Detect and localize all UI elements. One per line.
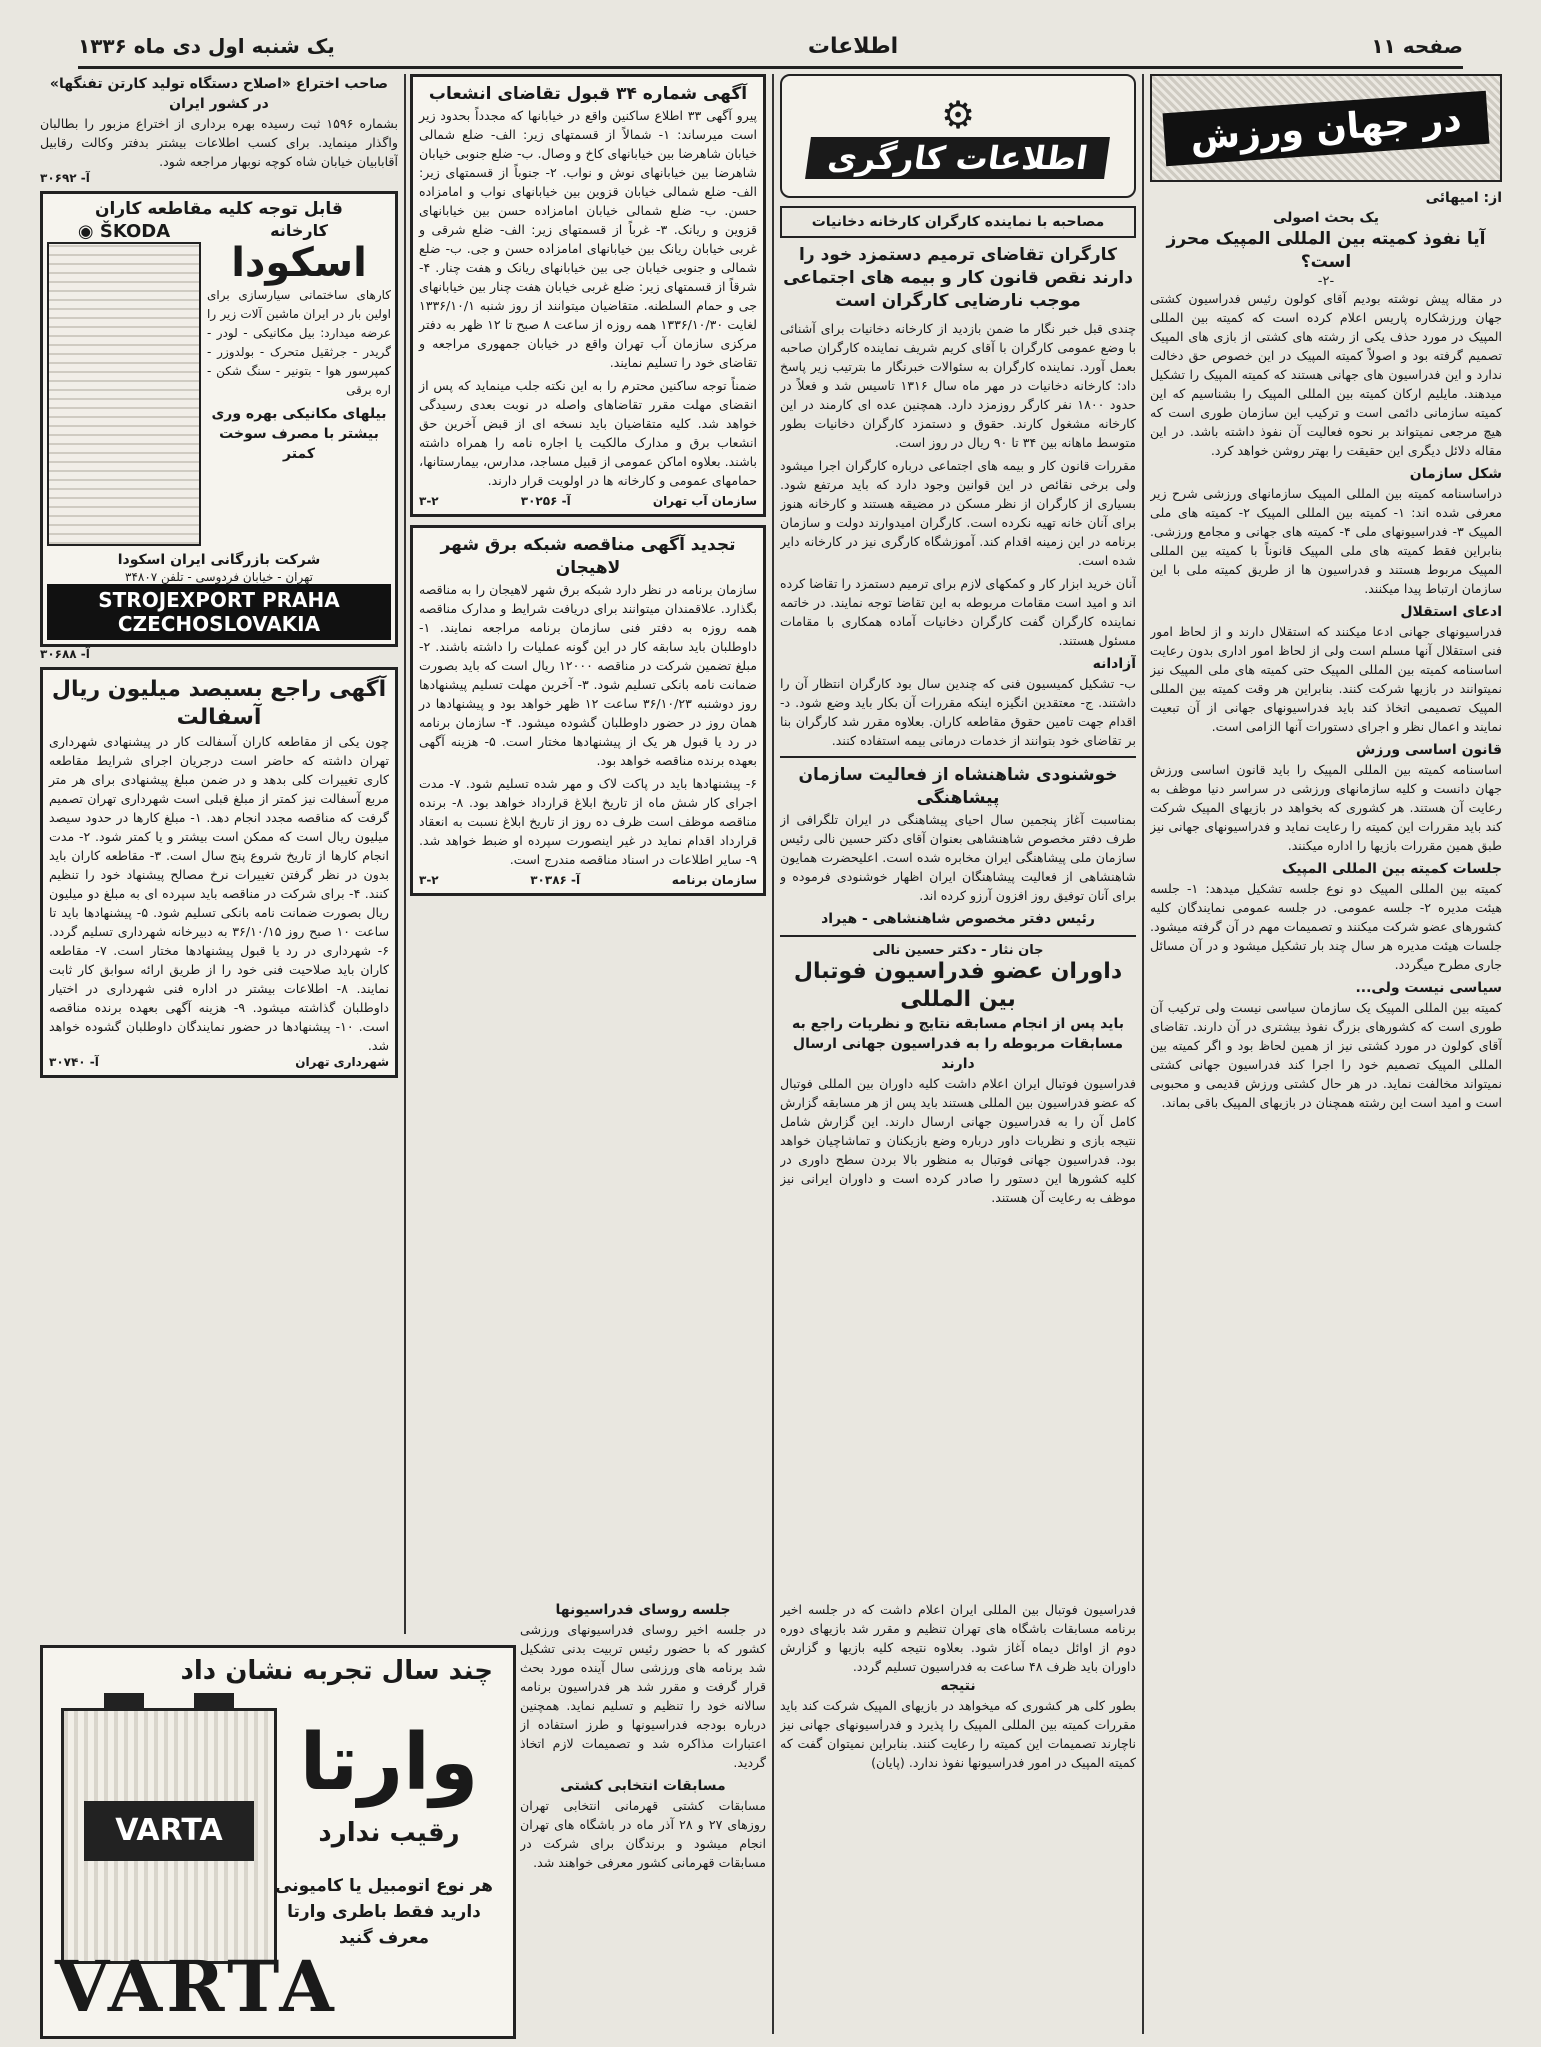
skoda-text — [207, 221, 391, 546]
tender-paragraph: ۶- پیشنهادها باید در پاکت لاک و مهر شده تسلیم شود. ۷- مدت اجرای کار شش ماه از تاریخ ابلاغ قرارداد خواهد بود. ۸- برنده مناقصه موظف است ظرف ده روز از تاریخ ابلاغ نسبت به انعقاد قرارداد اقدام نماید در غیر اینصورت سپرده او ضبط خواهد شد. ۹- سایر اطلاعات در اسناد مناقصه مندرج است. — [419, 776, 757, 867]
lahijan-tender-ad — [410, 525, 766, 896]
divider — [780, 935, 1136, 937]
sports-subhead: شکل سازمان — [1409, 466, 1502, 482]
water-ad-paragraph: ضمناً توجه ساکنین محترم را به این نکته جلب مینماید که پس از انقضای مهلت مقرر تقاضاهای واصله در نوبت بعدی رسیدگی خواهد شد. کلیه متقاضیان باید نسخه ای از قبض آخرین حق انشعاب برق و مدارک مالکیت یا اجاره نامه را همراه داشته باشند. بعلاوه اماکن عمومی از قبیل مساجد، مدارس، بیمارستانها، حمامهای عمومی و کارخانه ها در اولویت قرار دارند. — [419, 378, 757, 488]
patent-ad — [40, 74, 398, 185]
tender-paragraph: سازمان برنامه در نظر دارد شبکه برق شهر لاهیجان را به مناقصه بگذارد. علاقمندان میتوانند برای دریافت شرایط و مدارک مناقصه همه روزه به دفتر فنی سازمان برنامه مراجعه نمایند. ۱- داوطلبان باید سابقه کار در این گونه عملیات را داشته باشند. ۲- مبلغ تضمین شرکت در مناقصه ۱۲۰۰۰ ریال است که باید بصورت ضمانت نامه بانکی تسلیم شود. ۳- آخرین مهلت تسلیم پیشنهادها روز دوشنبه ۳۶/۱۰/۲۳ ساعت ۱۲ ظهر خواهد بود و پیشنهادها در همان روز در حضور داوطلبان گشوده میشود. ۴- سازمان برنامه در رد یا قبول هر یک از پیشنهادها مختار است. ۵- هزینه آگهی بعهده برنده مناقصه خواهد بود. — [419, 582, 758, 768]
skoda-ad — [40, 191, 398, 647]
shah-article — [780, 810, 1136, 905]
sports-banner-title: در جهان ورزش — [1163, 90, 1490, 165]
sports-paragraph: کمیته بین المللی المپیک یک سازمان سیاسی نیست ولی ترکیب آن طوری است که کشورهای بزرگ نفوذ بیشتری در آن دارند. تقاضای آقای کولون در مورد کشتی نیز از همین لحاظ بود و اگر کمیته بین المللی المپیک تصمیم خود را اجرا کند فدراسیون جهانی کشتی نمیتواند مخالفت نماید. در هر حال کشتی ورزش قدیمی و محبوبی است و امید است این رشته همچنان در بازیهای المپیک باقی بماند. — [1150, 1000, 1502, 1110]
varta-description: هر نوع اتومبیل یا کامیونی دارید فقط باطری وارتا معرف گنید — [275, 1876, 493, 1948]
battery-terminal-icon — [104, 1693, 144, 1709]
patent-body: بشماره ۱۵۹۶ ثبت رسیده بهره برداری از اختراع مزبور را بطالبان واگذار مینماید. برای کسب اطلاعات بیشتر بدفتر وکالت رقابیل آقابابیان خیابان شاه کوچه نوبهار مراجعه شود. — [40, 116, 398, 169]
skoda-code: آ- ۳۰۶۸۸ — [40, 647, 90, 661]
sports-subhead: ادعای استقلال — [1400, 604, 1502, 620]
asphalt-org: شهرداری تهران — [295, 1055, 389, 1069]
labor-paragraph: آنان خرید ابزار کار و کمکهای لازم برای ترمیم دستمزد را تقاضا کرده اند و امید است مقامات مربوطه به این تقاضا توجه نمایند. در خاتمه نماینده کارگران گفت کارگران دخانیات آماده همکاری با مقامات مسئول هستند. — [780, 576, 1136, 648]
skoda-address: تهران - خیابان فردوسی - تلفن ۳۴۸۰۷ — [125, 570, 313, 584]
sports-subhead: سیاسی نیست ولی... — [1355, 980, 1502, 996]
sports-paragraph: دراساسنامه کمیته بین المللی المپیک سازمانهای ورزشی شرح زیر معرفی شده اند: ۱- کمیته بین المللی المپیک ۲- کمیته های ملی المپیک ۳- فدراسیونهای ملی ۴- کمیته های جهانی و مجامع ورزشی. بنابراین فقط کمیته های ملی المپیک قانوناً با کمیته بین المللی المپیک مربوط هستند و فدراسیون ها از طریق کمیته ملی با این سازمان ارتباط پیدا میکنند. — [1150, 486, 1502, 596]
varta-rival: رقیب ندارد — [318, 1818, 460, 1848]
column-rule — [1142, 74, 1144, 2034]
divider — [780, 756, 1136, 758]
referee-article — [780, 1074, 1136, 1207]
referee-subtitle: باید پس از انجام مسابقه نتایج و نظریات راجع به مسابقات مربوطه را به فدراسیون جهانی ارسال دارند — [791, 1016, 1124, 1072]
sports-conclusion — [780, 1600, 1136, 2030]
tender-title: تجدید آگهی مناقصه شبکه برق شهر لاهیجان — [440, 535, 736, 578]
gear-icon: ⚙ — [940, 93, 976, 137]
tender-number: ۳-۲ — [419, 873, 439, 887]
skoda-visual — [47, 221, 201, 546]
conclusion-title: نتیجه — [940, 1678, 976, 1694]
sports-byline: از: امیهائی — [1425, 190, 1502, 206]
asphalt-code: آ- ۳۰۷۴۰ — [49, 1055, 99, 1069]
skoda-footer — [40, 647, 398, 661]
shah-paragraph: بمناسبت آغاز پنجمین سال احیای پیشاهنگی در ایران تلگرافی از طرف دفتر مخصوص شاهنشاهی بعنوان آقای دکتر حسین نالی رئیس سازمان ملی پیشاهنگی ایران مخابره شده است. اعلیحضرت همایون شاهنشاهی از فعالیت پیشاهنگان ایران اظهار خوشنودی فرموده و برای آنان توفیق روز افزون آرزو کرده اند. — [780, 812, 1136, 903]
football-body: فدراسیون فوتبال بین المللی ایران اعلام داشت که در جلسه اخیر برنامه مسابقات باشگاه های تهران تنظیم و مقرر شد بازیهای دوره دوم از اوائل دیماه آغاز شود. بعلاوه نتیجه کلیه بازیها و گزارش داوران باید ظرف ۴۸ ساعت به فدراسیون تسلیم گردد. — [780, 1602, 1136, 1674]
asphalt-ad — [40, 667, 398, 1078]
federation-meeting-body: در جلسه اخیر روسای فدراسیونهای ورزشی کشور که با حضور رئیس تربیت بدنی تشکیل شد برنامه های ورزشی سال آینده مورد بحث قرار گرفت و مقرر شد هر فدراسیون برنامه سالانه خود را تنظیم و تسلیم نماید. همچنین درباره بودجه فدراسیونها و طرز استفاده از اعتبارات مذاکره شد و تصمیمات لازم اتخاذ گردید. — [520, 1622, 766, 1770]
page-header — [78, 26, 1463, 69]
labor-banner — [780, 74, 1136, 198]
skoda-logo-text: ŠKODA — [99, 221, 171, 242]
tender-org: سازمان برنامه — [671, 873, 757, 887]
masthead: اطلاعات — [807, 33, 899, 59]
sports-article — [1150, 289, 1502, 1112]
skoda-quote: بیلهای مکانیکی بهره وری بیشتر با مصرف سوخت کمتر — [211, 406, 387, 462]
water-ad-number: ۳-۲ — [419, 494, 439, 508]
asphalt-title: آگهی راجع بسیصد میلیون ریال آسفالت — [51, 677, 387, 730]
referee-kicker: جان نثار - دکتر حسین نالی — [872, 943, 1044, 958]
sports-paragraph: اساسنامه کمیته بین المللی المپیک را باید قانون اساسی ورزش جهان دانست و کلیه سازمانهای ورزشی در سراسر دنیا موظف به رعایت آن هستند. هر کشوری که بخواهد در بازیهای المپیک شرکت کند باید مقررات این کمیته را رعایت نماید و فدراسیونهای جهانی نیز طبق همین مقررات بازیها را اداره میکنند. — [1150, 762, 1502, 853]
skoda-logo — [47, 221, 201, 242]
asphalt-body: چون یکی از مقاطعه کاران آسفالت کار در پیشنهادی شهرداری تهران داشته که حاضر است درجریان اجرای شرایط مقاطعه کاری تغییرات کلی بدهد و در ضمن مبلغ پیشنهادی برای هر متر مربع آسفالت نیز کمتر از مبلغ قبلی است شهرداری تهران تصمیم گرفت که مناقصه مجدد انجام دهد. ۱- مبلغ کارها در حدود سیصد میلیون ریال است که ممکن است بیشتر و یا کمتر شود. ۲- مدت انجام کارها از تاریخ شروع پنج سال است. ۳- مقاطعه کاران باید بدون در نظر گرفتن تغییرات نرخ مصالح پیشنهاد خود را تنظیم کنند. ۴- برای شرکت در مناقصه باید سپرده ای به مبلغ دو میلیون ریال بصورت ضمانت نامه بانکی تسلیم شود. ۵- پیشنهادها باید تا ساعت ۱۰ صبح روز ۳۶/۱۰/۱۵ به دبیرخانه شهرداری تسلیم گردد. ۶- شهرداری در رد یا قبول پیشنهادها مختار است. ۷- مقاطعه کاران باید صلاحیت فنی خود را از طریق ارائه سوابق کار ثابت نمایند. ۸- اطلاعات بیشتر در اداره فنی شهرداری در اختیار داوطلبان گذاشته میشود. ۹- هزینه آگهی بعهده برنده مناقصه است. ۱۰- پیشنهادها در حضور نمایندگان داوطلبان گشوده خواهد شد. — [49, 734, 390, 1053]
skoda-emblem-icon: ◉ — [77, 221, 94, 242]
skoda-subtitle: کارخانه — [270, 221, 328, 240]
battery-label: VARTA — [84, 1801, 254, 1861]
labor-subhead: آزادانه — [1092, 656, 1136, 672]
labor-paragraph: مقررات قانون کار و بیمه های اجتماعی درباره کارگران اجرا میشود ولی برخی نقائص در این قوانین وجود دارد که باید مرتفع شود. بسیاری از کارگران از نظر مسکن در مضیقه هستند و کارخانه هنوز برای آنان خانه تهیه نکرده است. کارگران امیدوارند دولت و سازمان برنامه در این زمینه اقدام کند. آموزشگاه کارگری نیز در کارخانه دایر شده است. — [780, 458, 1136, 568]
wrestling-body: مسابقات کشتی قهرمانی انتخابی تهران روزهای ۲۷ و ۲۸ آذر ماه در باشگاه های تهران انجام میشود و برندگان برای شرکت در مسابقات قهرمانی کشور معرفی خواهند شد. — [520, 1798, 766, 1870]
skoda-dealer: شرکت بازرگانی ایران اسکودا — [117, 552, 321, 568]
varta-logo: VARTA — [55, 1945, 338, 2028]
tender-code: آ- ۳۰۳۸۶ — [530, 873, 581, 887]
asphalt-footer — [49, 1055, 389, 1069]
battery-illustration — [61, 1708, 277, 1964]
sports-banner — [1150, 74, 1502, 182]
referee-paragraph: فدراسیون فوتبال ایران اعلام داشت کلیه داوران بین المللی فوتبال که عضو فدراسیون بین المللی هستند باید پس از هر مسابقه گزارش کامل آن را به فدراسیون جهانی ارسال دارند. این گزارش شامل نتیجه بازی و نظریات داور درباره وضع بازیکنان و تماشاچیان خواهد بود. فدراسیون جهانی فوتبال به منظور بالا بردن سطح داوری در کلیه کشورها این دستور را صادر کرده است و داوران ایرانی نیز موظف به رعایت آن هستند. — [780, 1076, 1136, 1205]
skoda-brand: اسکودا — [231, 240, 367, 286]
sports-kicker: یک بحث اصولی — [1272, 210, 1380, 226]
sports-subhead: جلسات کمیته بین المللی المپیک — [1281, 861, 1502, 877]
sports-paragraph: فدراسیونهای جهانی ادعا میکنند که استقلال دارند و از لحاظ امور فنی استقلال آنها مسلم است ولی از لحاظ امور اداری بدون رعایت اساسنامه کمیته بین المللی المپیک حتی کمیته های ملی المپیک نیز نمیتوانند در بازیها شرکت کنند. بنابراین هر وقت کمیته بین المللی المپیک تصمیمی اتخاذ کند باید فدراسیونهای جهانی از آن تبعیت نمایند و اعمال نظر و اجرای دستورات آنها الزامی است. — [1150, 624, 1502, 734]
water-ad-code: آ- ۳۰۲۵۶ — [520, 494, 571, 508]
shah-signature: رئیس دفتر مخصوص شاهنشاهی - هیراد — [821, 911, 1095, 927]
labor-paragraph: ب- تشکیل کمیسیون فنی که چندین سال بود کارگران انتظار آن را داشتند. ج- معتقدین انگیزه اینکه مقررات آن بکار باید وضع شود. د- اقدام جهت تامین حقوق مقاطعه کاران. بعلاوه مقرر شد کارگران بنا بر تقاضای خود بتوانند از خدمات درمانی بیمه استفاده کنند. — [780, 676, 1136, 748]
tender-footer — [419, 873, 757, 887]
left-ads-column — [40, 74, 398, 1634]
labor-headline: کارگران تقاضای ترمیم دستمزد خود را دارند نقص قانون کار و بیمه های اجتماعی موجب نارضایی کارگران است — [783, 245, 1133, 311]
column-rule — [772, 74, 774, 2034]
varta-ad — [40, 1645, 516, 2039]
sports-title: آیا نفوذ کمیته بین المللی المپیک محرز است؟ — [1166, 229, 1486, 272]
excavator-illustration — [47, 242, 201, 546]
patent-code: آ- ۳۰۶۹۲ — [40, 171, 90, 185]
wrestling-title: مسابقات انتخابی کشتی — [560, 1778, 726, 1794]
skoda-headline: قابل توجه کلیه مقاطعه کاران — [95, 199, 343, 219]
shah-title: خوشنودی شاهنشاه از فعالیت سازمان پیشاهنگی — [798, 765, 1118, 808]
issue-date: یک شنبه اول دی ماه ۱۳۳۶ — [78, 34, 335, 58]
labor-article — [780, 319, 1136, 750]
skoda-body — [47, 221, 391, 546]
water-ad-paragraph: پیرو آگهی ۳۳ اطلاع ساکنین واقع در خیابانها که مجدداً بحدود زیر است میرساند: ۱- شمالاً از قسمتهای زیر: الف- ضلع شمالی خیابان شاهرضا بین خیابانهای کاخ و وصال. ب- ضلع جنوبی خیابان شاهرضا بین خیابانهای نوش و نواب. ۲- جنوباً از قسمتهای زیر: الف- ضلع شمالی خیابان قزوین بین خیابانهای نواب و امامزاده حسن. ب- ضلع شمالی خیابان امامزاده حسن بین خیابانهای قزوین و ریانک. ۳- غرباً از قسمتهای زیر: الف- ضلع شرقی و غربی خیابان ریانک بین خیابانهای امامزاده حسن و جی. ب- ضلع شمالی و جنوبی خیابان جی بین خیابانهای ریانک و هفت چنار. ۴- شرقاً از قسمتهای زیر: ضلع غربی خیابان هفت چنار بین خیابانهای جی و حمام السلطنه. متقاضیان میتوانند از روز شنبه ۱۳۳۶/۱۰/۱ لغایت ۱۳۳۶/۱۰/۳۰ همه روزه از ساعت ۸ صبح تا ۱۲ ظهر به دفتر مرکزی سازمان آب تهران واقع در خیابان جمهوری مراجعه و تقاضای خود را تسلیم نمایند. — [419, 108, 758, 370]
sports-paragraph: در مقاله پیش نوشته بودیم آقای کولون رئیس فدراسیون کشتی جهان ورزشکاره پاریس اعلام کرده است که کمیته بین المللی المپیک در مورد حذف یکی از رشته های کشتی از بازی های المپیک تصمیم گرفته بود و اصولاً کمیته المپیک در این خصوص حق دخالت ندارد و این فدراسیون های جهانی هستند که کمیته المپیک را تشکیل میدهند. مایلیم ارکان کمیته بین المللی المپیک را بشناسیم که این کمیته سازمانی دائمی است و ترکیب این سازمان طوری است که هیچ مرجعی نمیتواند بر نحوه فعالیت آن نفوذ داشته باشد. در این مقاله دلائل دیگری این حقیقت را بهتر روشن خواهد کرد. — [1150, 291, 1502, 458]
page-number: صفحه ۱۱ — [1371, 34, 1463, 58]
water-ad-org: سازمان آب تهران — [652, 494, 757, 508]
labor-interview-title: مصاحبه با نماینده کارگران کارخانه دخانیات — [780, 206, 1136, 238]
labor-paragraph: چندی قبل خبر نگار ما ضمن بازدید از کارخانه دخانیات برای آشنائی با وضع عمومی کارگران با آقای کریم شریف نماینده کارگران صاحبه بعمل آورد. نماینده کارگران به سئوالات خبرنگار ما بترتیب زیر پاسخ داد: کارخانه دخانیات در مهر ماه سال ۱۳۱۶ تاسیس شد و فعلاً در حدود ۱۸۰۰ نفر کارگر روزمزد دارد. همچنین عده ای کارمند در این کارخانه مشغول کارند. حقوق و دستمزد کارگران دخانیات بطور متوسط ماهانه بین ۳۴ تا ۹۰ ریال در روز است. — [780, 321, 1136, 450]
sports-paragraph: کمیته بین المللی المپیک دو نوع جلسه تشکیل میدهد: ۱- جلسه هیئت مدیره ۲- جلسه عمومی. در جلسه عمومی نمایندگان کلیه کشورهای عضو شرکت میکنند و تصمیمات مهم در آن گرفته میشود. جلسات هیئت مدیره هر سال چند بار تشکیل میشود و در آن مسائل جاری مطرح میگردد. — [1150, 881, 1502, 972]
water-ad-title: آگهی شماره ۳۴ قبول تقاضای انشعاب — [428, 84, 748, 104]
varta-brand-fa: وارتا — [299, 1718, 479, 1808]
tender-body — [419, 580, 757, 869]
skoda-products: کارهای ساختمانی سیارسازی برای اولین بار در ایران ماشین آلات زیر را عرضه میدارد: بیل مکانیکی - لودر - گریدر - جرثقیل متحرک - بولدوزر - کمپرسور هوا - بتونیر - سنگ شکن - اره برقی — [207, 288, 391, 397]
battery-terminal-icon — [194, 1693, 234, 1709]
sports-part-number: -۲- — [1317, 274, 1335, 289]
referee-title: داوران عضو فدراسیون فوتبال بین المللی — [793, 959, 1123, 1012]
strojexport-strip: STROJEXPORT PRAHA CZECHOSLOVAKIA — [47, 584, 391, 640]
middle-ads-column — [410, 74, 766, 1589]
sports-snippets — [520, 1600, 766, 2030]
sports-subhead: قانون اساسی ورزش — [1355, 742, 1502, 758]
sports-column — [1150, 74, 1502, 2029]
water-ad-body — [419, 106, 757, 490]
federation-meeting-title: جلسه روسای فدراسیونها — [555, 1602, 731, 1618]
conclusion-body: بطور کلی هر کشوری که میخواهد در بازیهای المپیک شرکت کند باید مقررات کمیته بین المللی المپیک را پذیرد و فدراسیونهای جهانی نیز ناچارند تصمیمات این کمیته را رعایت کنند. بنابراین نمیتوان گفت که کمیته المپیک در امور فدراسیونها نفوذ ندارد. (پایان) — [780, 1698, 1136, 1770]
patent-title: صاحب اختراع «اصلاح دستگاه تولید کارتن تفنگها» در کشور ایران — [49, 76, 389, 112]
column-rule — [404, 74, 406, 1634]
patent-footer — [40, 171, 398, 185]
water-branch-ad — [410, 74, 766, 517]
varta-tagline: چند سال تجربه نشان داد — [180, 1656, 493, 1686]
water-ad-footer — [419, 494, 757, 508]
labor-banner-title: اطلاعات کارگری — [805, 137, 1110, 179]
